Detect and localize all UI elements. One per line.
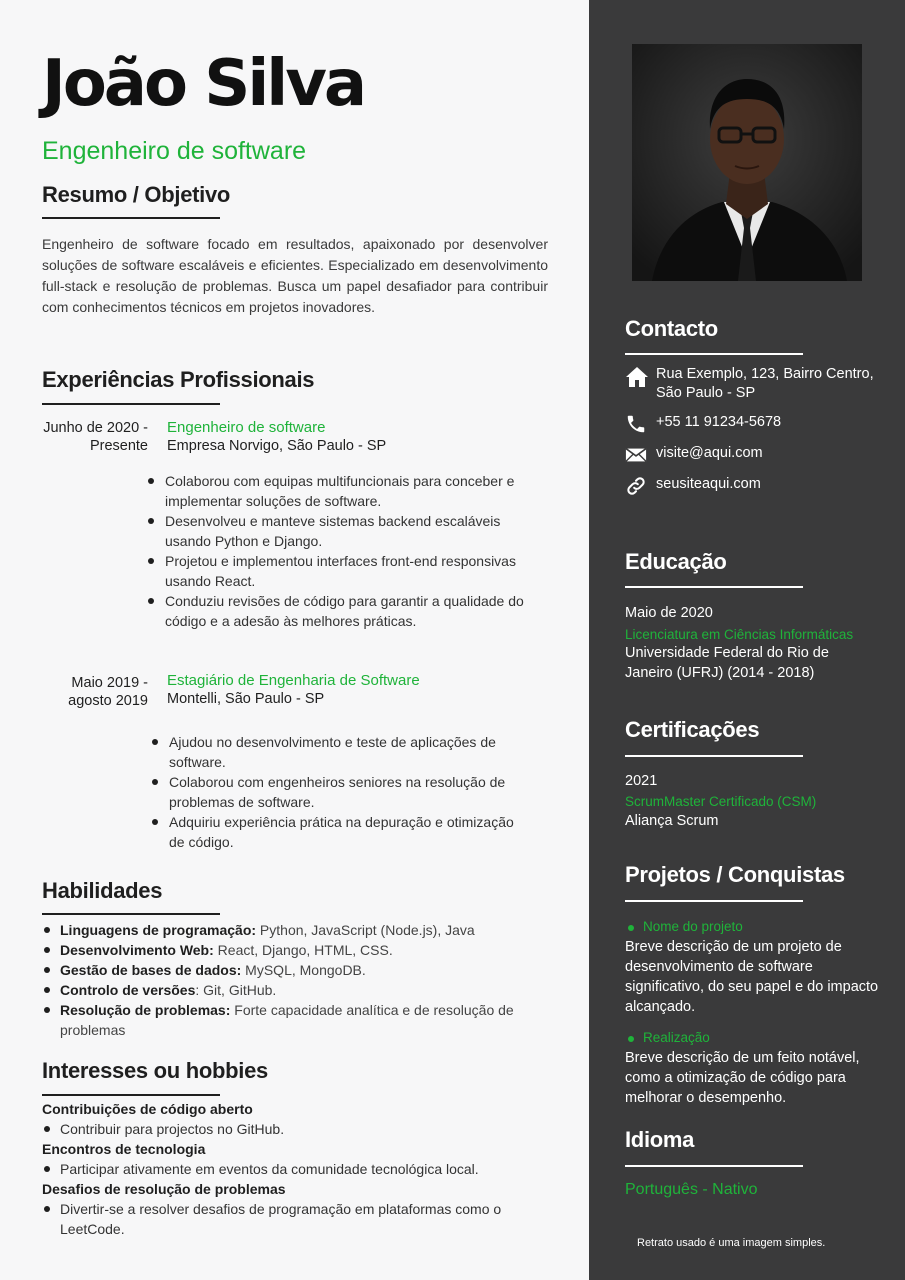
hobby-title: Contribuições de código aberto: [42, 1101, 253, 1117]
job-date: Maio 2019 - agosto 2019: [68, 675, 148, 709]
list-item: Colaborou com equipas multifuncionais para conceber e implementar soluções de software.: [146, 471, 531, 511]
list-item: Ajudou no desenvolvimento e teste de aplicações de software.: [150, 732, 520, 772]
experience-heading: Experiências Profissionais: [42, 367, 315, 392]
education-heading: Educação: [625, 549, 727, 574]
summary-text: Engenheiro de software focado em resultados, apaixonado por desenvolver soluções de software escaláveis e eficientes. Especializado em desenvolvimento full-stack e resolução de problemas. Busca um papel desafiador para contribuir com conhecimentos técnicos em projetos inovadores.: [42, 236, 548, 315]
certification-issuer: Aliança Scrum: [625, 813, 719, 829]
list-item: Contribuir para projectos no GitHub.: [42, 1119, 552, 1139]
list-item: Resolução de problemas: Forte capacidade analítica e de resolução de problemas: [42, 1000, 552, 1040]
summary-divider: [42, 217, 220, 219]
certifications-heading: Certificações: [625, 717, 760, 742]
experience-divider: [42, 403, 220, 405]
list-item: Conduziu revisões de código para garantir a qualidade do código e a adesão às melhores práticas.: [146, 591, 531, 631]
list-item: Divertir-se a resolver desafios de programação em plataformas como o LeetCode.: [42, 1199, 552, 1239]
skills-heading: Habilidades: [42, 878, 163, 903]
list-item: Desenvolveu e manteve sistemas backend escaláveis usando Python e Django.: [146, 511, 531, 551]
list-item: Adquiriu experiência prática na depuração e otimização de código.: [150, 812, 520, 852]
certifications-divider: [625, 755, 803, 757]
project-description: Breve descrição de um projeto de desenvolvimento de software significativo, do seu papel e do impacto alcançado.: [625, 939, 879, 1015]
website-link[interactable]: seusiteaqui.com: [656, 476, 761, 492]
list-item: Colaborou com engenheiros seniores na resolução de problemas de software.: [150, 772, 520, 812]
job-title: Engenheiro de software: [42, 137, 307, 165]
list-item: Desenvolvimento Web: React, Django, HTML, CSS.: [42, 940, 552, 960]
list-item: Projetou e implementou interfaces front-end responsivas usando React.: [146, 551, 531, 591]
phone-text: +55 11 91234-5678: [656, 414, 782, 430]
language-divider: [625, 1165, 803, 1167]
job-company: Montelli, São Paulo - SP: [167, 691, 325, 707]
phone-icon: [625, 413, 647, 435]
hobby-title: Encontros de tecnologia: [42, 1141, 206, 1157]
projects-divider: [625, 900, 803, 902]
portrait-footnote: Retrato usado é uma imagem simples.: [637, 1237, 826, 1249]
list-item: Controlo de versões: Git, GitHub.: [42, 980, 552, 1000]
contact-heading: Contacto: [625, 316, 718, 341]
contact-divider: [625, 353, 803, 355]
home-icon: [625, 365, 647, 387]
project-name: Realização: [625, 1030, 710, 1045]
education-school: Universidade Federal do Rio de Janeiro (UFRJ) (2014 - 2018): [625, 645, 829, 681]
education-divider: [625, 586, 803, 588]
education-degree: Licenciatura em Ciências Informáticas: [625, 627, 854, 642]
job-date: Junho de 2020 - Presente: [43, 420, 148, 454]
project-name: Nome do projeto: [625, 919, 743, 934]
certification-year: 2021: [625, 773, 658, 789]
job-bullets: [146, 471, 531, 631]
link-icon: [625, 475, 647, 497]
list-item: Linguagens de programação: Python, JavaScript (Node.js), Java: [42, 920, 552, 940]
education-date: Maio de 2020: [625, 605, 713, 621]
list-item: Gestão de bases de dados: MySQL, MongoDB.: [42, 960, 552, 980]
project-description: Breve descrição de um feito notável, como a otimização de código para melhorar o desempenho.: [625, 1050, 860, 1106]
skills-list: [42, 920, 552, 1040]
hobbies-list: [42, 1099, 552, 1239]
projects-heading: Projetos / Conquistas: [625, 862, 845, 887]
email-link[interactable]: visite@aqui.com: [656, 445, 763, 461]
summary-heading: Resumo / Objetivo: [42, 182, 231, 207]
hobbies-heading: Interesses ou hobbies: [42, 1058, 268, 1083]
portrait-illustration: [632, 44, 862, 281]
candidate-name: João Silva: [42, 47, 365, 121]
hobbies-divider: [42, 1094, 220, 1096]
language-value: Português - Nativo: [625, 1181, 758, 1198]
address-text: Rua Exemplo, 123, Bairro Centro, São Paulo - SP: [656, 366, 874, 401]
job-bullets: [150, 732, 520, 852]
skills-divider: [42, 913, 220, 915]
profile-photo: [632, 44, 862, 281]
list-item: Participar ativamente em eventos da comunidade tecnológica local.: [42, 1159, 552, 1179]
job-company: Empresa Norvigo, São Paulo - SP: [167, 438, 387, 454]
job-role: Engenheiro de software: [167, 419, 326, 436]
mail-icon: [625, 444, 647, 466]
hobby-title: Desafios de resolução de problemas: [42, 1181, 286, 1197]
job-role: Estagiário de Engenharia de Software: [167, 672, 420, 689]
certification-name: ScrumMaster Certificado (CSM): [625, 794, 817, 809]
language-heading: Idioma: [625, 1127, 695, 1152]
